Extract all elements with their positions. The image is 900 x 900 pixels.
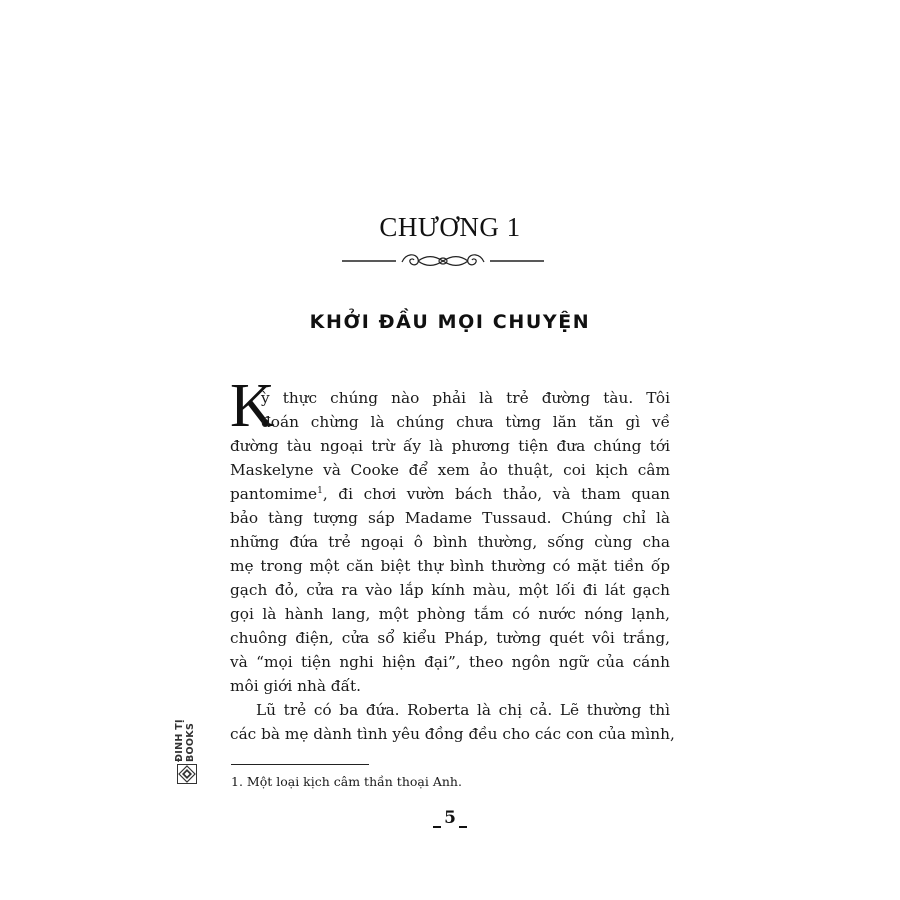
chapter-subtitle: KHỞI ĐẦU MỌI CHUYỆN xyxy=(309,311,591,333)
page-number-value: 5 xyxy=(444,808,456,828)
footnote-divider xyxy=(231,764,369,765)
text-line: đường tàu ngoại trừ ấy là phương tiện đưa chúng tới xyxy=(230,437,670,455)
footnote-reference[interactable]: 1 xyxy=(317,485,323,496)
text-fragment: pantomime xyxy=(230,485,318,503)
footnote: 1. Một loại kịch câm thần thoại Anh. xyxy=(231,774,462,789)
text-line: Maskelyne và Cooke để xem ảo thuật, coi kịch câm xyxy=(230,461,670,479)
text-line xyxy=(230,482,670,506)
drop-cap: K xyxy=(230,372,275,440)
page-number-dash xyxy=(459,826,467,828)
text-fragment: , đi chơi vườn bách thảo, và tham quan xyxy=(322,485,670,503)
paragraph-1 xyxy=(230,386,670,698)
publisher-label: ĐINH TỊ BOOKS xyxy=(174,719,196,762)
page-number xyxy=(0,808,900,828)
text-line: và “mọi tiện nghi hiện đại”, theo ngôn ngữ của cánh xyxy=(230,653,670,671)
text-line: gạch đỏ, cửa ra vào lắp kính màu, một lối đi lát gạch xyxy=(230,581,670,599)
text-line: đoán chừng là chúng chưa từng lăn tăn gì về xyxy=(261,413,670,431)
dinh-ti-books-logo-icon xyxy=(177,764,197,784)
text-line: bảo tàng tượng sáp Madame Tussaud. Chúng chỉ là xyxy=(230,509,670,527)
paragraph-2 xyxy=(230,698,675,746)
page-number-dash xyxy=(433,826,441,828)
text-line: Lũ trẻ có ba đứa. Roberta là chị cả. Lẽ thường thì xyxy=(256,701,670,719)
text-line: mẹ trong một căn biệt thự bình thường có mặt tiền ốp xyxy=(230,557,670,575)
text-line: những đứa trẻ ngoại ô bình thường, sống cùng cha xyxy=(230,533,670,551)
flourish-divider-icon xyxy=(340,249,546,273)
text-line: ỳ thực chúng nào phải là trẻ đường tàu. Tôi xyxy=(261,389,670,407)
chapter-title: CHƯƠNG 1 xyxy=(379,212,521,242)
text-line: các bà mẹ dành tình yêu đồng đều cho các con của mình, xyxy=(230,725,675,743)
text-line: gọi là hành lang, một phòng tắm có nước nóng lạnh, xyxy=(230,605,670,623)
text-line: môi giới nhà đất. xyxy=(230,677,361,695)
text-line: chuông điện, cửa sổ kiểu Pháp, tường quét vôi trắng, xyxy=(230,629,670,647)
